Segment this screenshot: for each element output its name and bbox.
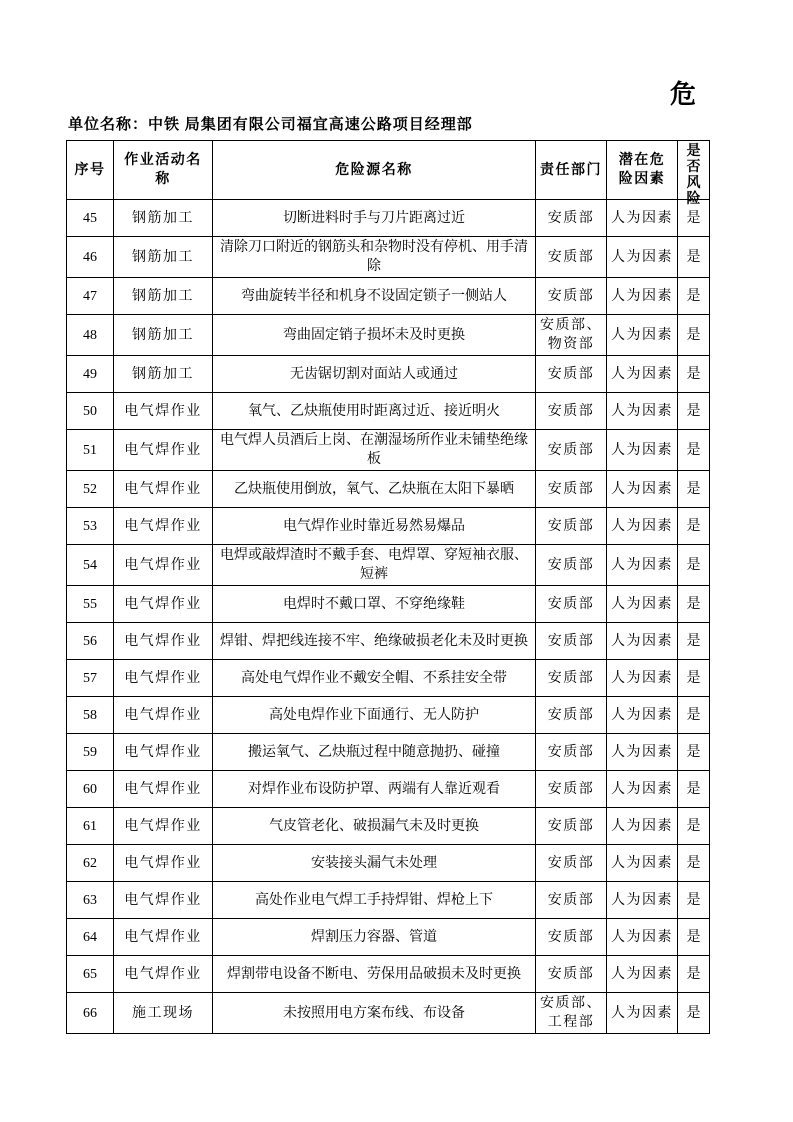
cell-no: 47 [67,278,114,315]
cell-hazard: 弯曲旋转半径和机身不设固定锁子一侧站人 [213,278,536,315]
column-header-activity: 作业活动名 称 [114,141,213,200]
cell-department: 安质部 [536,919,607,956]
table-row [67,278,710,315]
cell-factor: 人为因素 [607,623,678,660]
cell-factor: 人为因素 [607,845,678,882]
cell-hazard: 焊钳、焊把线连接不牢、绝缘破损老化未及时更换 [213,623,536,660]
table-row [67,393,710,430]
cell-department: 安质部 [536,545,607,586]
cell-factor: 人为因素 [607,660,678,697]
cell-department: 安质部 [536,471,607,508]
table-row [67,545,710,586]
cell-department: 安质部 [536,278,607,315]
column-header-department: 责任部门 [536,141,607,200]
cell-activity: 电气焊作业 [114,808,213,845]
cell-risk: 是 [678,771,710,808]
cell-no: 58 [67,697,114,734]
cell-department: 安质部 [536,808,607,845]
cell-hazard: 高处电气焊作业不戴安全帽、不系挂安全带 [213,660,536,697]
cell-department: 安质部 [536,771,607,808]
table-row [67,471,710,508]
cell-factor: 人为因素 [607,993,678,1034]
cell-no: 61 [67,808,114,845]
cell-department: 安质部 [536,508,607,545]
cell-no: 57 [67,660,114,697]
cell-activity: 电气焊作业 [114,623,213,660]
cell-no: 63 [67,882,114,919]
cell-hazard: 弯曲固定销子损坏未及时更换 [213,315,536,356]
cell-hazard: 搬运氧气、乙炔瓶过程中随意抛扔、碰撞 [213,734,536,771]
cell-factor: 人为因素 [607,771,678,808]
cell-risk: 是 [678,623,710,660]
cell-activity: 电气焊作业 [114,919,213,956]
cell-risk: 是 [678,356,710,393]
cell-activity: 钢筋加工 [114,278,213,315]
table-row [67,808,710,845]
cell-hazard: 高处电焊作业下面通行、无人防护 [213,697,536,734]
cell-risk: 是 [678,545,710,586]
cell-no: 49 [67,356,114,393]
unit-name-line: 单位名称：中铁 局集团有限公司福宜高速公路项目经理部 [68,117,473,133]
table-row [67,993,710,1034]
table-header-row [67,141,710,200]
cell-factor: 人为因素 [607,919,678,956]
cell-no: 60 [67,771,114,808]
cell-hazard: 气皮管老化、破损漏气未及时更换 [213,808,536,845]
table-row [67,356,710,393]
cell-department: 安质部 [536,845,607,882]
cell-hazard: 未按照用电方案布线、布设备 [213,993,536,1034]
cell-risk: 是 [678,237,710,278]
cell-activity: 电气焊作业 [114,430,213,471]
cell-factor: 人为因素 [607,697,678,734]
cell-factor: 人为因素 [607,471,678,508]
cell-factor: 人为因素 [607,956,678,993]
cell-activity: 钢筋加工 [114,200,213,237]
cell-risk: 是 [678,956,710,993]
cell-factor: 人为因素 [607,586,678,623]
cell-department: 安质部、物资部 [536,315,607,356]
hazard-table [66,140,710,1034]
cell-activity: 电气焊作业 [114,882,213,919]
cell-hazard: 焊割压力容器、管道 [213,919,536,956]
column-header-hazard: 危险源名称 [213,141,536,200]
cell-factor: 人为因素 [607,237,678,278]
cell-factor: 人为因素 [607,882,678,919]
cell-risk: 是 [678,882,710,919]
cell-activity: 电气焊作业 [114,471,213,508]
column-header-risk: 是 否 风 险 [678,141,710,200]
cell-risk: 是 [678,430,710,471]
cell-factor: 人为因素 [607,356,678,393]
cell-factor: 人为因素 [607,545,678,586]
cell-department: 安质部 [536,697,607,734]
cell-department: 安质部 [536,734,607,771]
cell-activity: 电气焊作业 [114,586,213,623]
cell-no: 64 [67,919,114,956]
cell-no: 46 [67,237,114,278]
table-row [67,845,710,882]
cell-hazard: 乙炔瓶使用倒放，氧气、乙炔瓶在太阳下暴晒 [213,471,536,508]
cell-risk: 是 [678,393,710,430]
cell-no: 66 [67,993,114,1034]
cell-hazard: 电焊时不戴口罩、不穿绝缘鞋 [213,586,536,623]
cell-hazard: 电气焊人员酒后上岗、在潮湿场所作业未铺垫绝缘板 [213,430,536,471]
table-body [67,200,710,1034]
cell-activity: 电气焊作业 [114,956,213,993]
cell-no: 56 [67,623,114,660]
cell-activity: 施工现场 [114,993,213,1034]
table-row [67,734,710,771]
cell-hazard: 电气焊作业时靠近易然易爆品 [213,508,536,545]
cell-risk: 是 [678,315,710,356]
table-row [67,919,710,956]
cell-hazard: 切断进料时手与刀片距离过近 [213,200,536,237]
table-row [67,430,710,471]
table-row [67,771,710,808]
cell-risk: 是 [678,808,710,845]
cell-activity: 电气焊作业 [114,771,213,808]
cell-no: 59 [67,734,114,771]
cell-factor: 人为因素 [607,278,678,315]
cell-no: 55 [67,586,114,623]
cell-hazard: 清除刀口附近的钢筋头和杂物时没有停机、用手清除 [213,237,536,278]
table-row [67,586,710,623]
table-row [67,315,710,356]
cell-hazard: 焊割带电设备不断电、劳保用品破损未及时更换 [213,956,536,993]
cell-no: 52 [67,471,114,508]
cell-activity: 钢筋加工 [114,237,213,278]
cell-risk: 是 [678,200,710,237]
table-row [67,508,710,545]
cell-risk: 是 [678,697,710,734]
cell-activity: 电气焊作业 [114,660,213,697]
cell-activity: 钢筋加工 [114,315,213,356]
cell-no: 50 [67,393,114,430]
cell-hazard: 高处作业电气焊工手持焊钳、焊枪上下 [213,882,536,919]
cell-risk: 是 [678,471,710,508]
table-row [67,882,710,919]
cell-risk: 是 [678,278,710,315]
cell-hazard: 对焊作业布设防护罩、两端有人靠近观看 [213,771,536,808]
cell-department: 安质部 [536,660,607,697]
cell-activity: 电气焊作业 [114,734,213,771]
cell-department: 安质部 [536,237,607,278]
column-header-factor: 潜在危 险因素 [607,141,678,200]
cell-department: 安质部 [536,956,607,993]
cell-activity: 电气焊作业 [114,845,213,882]
cell-factor: 人为因素 [607,734,678,771]
cell-risk: 是 [678,660,710,697]
cell-department: 安质部 [536,430,607,471]
column-header-no: 序号 [67,141,114,200]
table-row [67,623,710,660]
cell-no: 45 [67,200,114,237]
cell-no: 53 [67,508,114,545]
cell-risk: 是 [678,734,710,771]
cell-no: 48 [67,315,114,356]
cell-factor: 人为因素 [607,393,678,430]
cell-activity: 电气焊作业 [114,508,213,545]
cell-department: 安质部 [536,586,607,623]
cell-activity: 电气焊作业 [114,697,213,734]
cell-risk: 是 [678,993,710,1034]
cell-risk: 是 [678,845,710,882]
cell-factor: 人为因素 [607,808,678,845]
table-row [67,660,710,697]
cell-department: 安质部 [536,882,607,919]
cell-department: 安质部 [536,356,607,393]
cell-department: 安质部、工程部 [536,993,607,1034]
cell-no: 54 [67,545,114,586]
page-title: 危 [670,80,698,109]
cell-hazard: 无齿锯切割对面站人或通过 [213,356,536,393]
cell-factor: 人为因素 [607,430,678,471]
cell-risk: 是 [678,586,710,623]
cell-hazard: 安装接头漏气未处理 [213,845,536,882]
cell-no: 51 [67,430,114,471]
cell-no: 65 [67,956,114,993]
cell-hazard: 电焊或敲焊渣时不戴手套、电焊罩、穿短袖衣服、短裤 [213,545,536,586]
cell-no: 62 [67,845,114,882]
cell-activity: 电气焊作业 [114,545,213,586]
table-row [67,697,710,734]
table-row [67,200,710,237]
table-row [67,956,710,993]
cell-factor: 人为因素 [607,315,678,356]
cell-risk: 是 [678,508,710,545]
cell-department: 安质部 [536,623,607,660]
cell-activity: 电气焊作业 [114,393,213,430]
table-row [67,237,710,278]
cell-risk: 是 [678,919,710,956]
cell-factor: 人为因素 [607,508,678,545]
cell-department: 安质部 [536,200,607,237]
cell-factor: 人为因素 [607,200,678,237]
cell-activity: 钢筋加工 [114,356,213,393]
cell-department: 安质部 [536,393,607,430]
cell-hazard: 氧气、乙炔瓶使用时距离过近、接近明火 [213,393,536,430]
